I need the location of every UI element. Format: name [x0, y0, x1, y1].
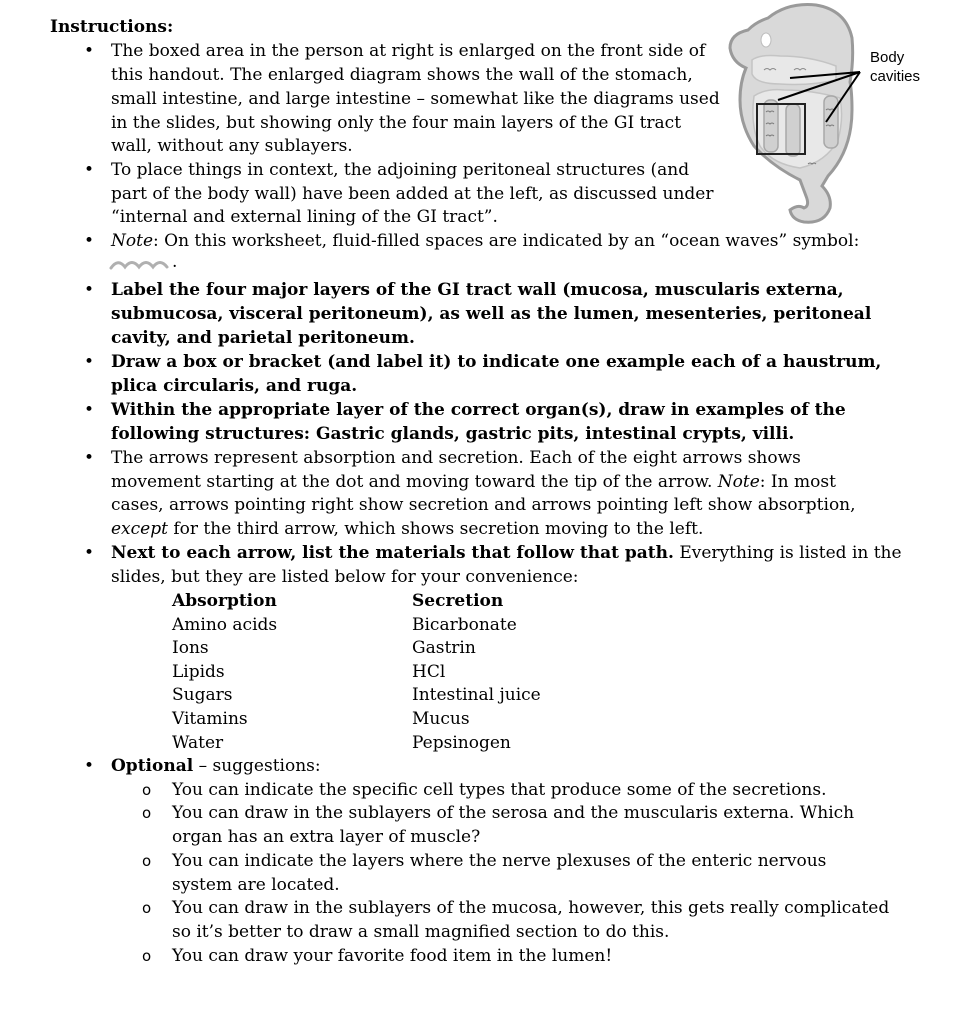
- bullet-4-line-1: Label the four major layers of the GI tract wall (mucosa, muscularis externa,: [111, 280, 844, 300]
- eye-icon: [761, 33, 771, 47]
- note-label: Note: [111, 231, 154, 251]
- person-cavity-figure: [720, 0, 959, 235]
- sub-bullet-marker: o: [142, 947, 152, 965]
- bullet-marker: •: [84, 756, 95, 776]
- bullet-marker: •: [84, 41, 95, 61]
- list-item: HCl: [412, 661, 446, 682]
- bullet-7-line-2: [111, 471, 836, 495]
- bullet-7-line-3: cases, arrows pointing right show secretion and arrows pointing left show absorption,: [111, 495, 856, 515]
- bullet-8-line-2: slides, but they are listed below for your convenience:: [111, 567, 579, 587]
- except-word: except: [111, 519, 168, 539]
- bullet-8-text: Everything is listed in the: [673, 543, 902, 563]
- sub-bullet-marker: o: [142, 781, 152, 799]
- list-item: Intestinal juice: [412, 685, 541, 706]
- optional-item-3-line-1: You can indicate the layers where the nerve plexuses of the enteric nervous: [172, 851, 827, 871]
- bullet-marker: •: [84, 400, 95, 420]
- bullet-1-line-1: The boxed area in the person at right is enlarged on the front side of: [111, 41, 706, 61]
- ocean-waves-icon: [109, 255, 173, 275]
- optional-item-1-line-1: You can indicate the specific cell types that produce some of the secretions.: [172, 780, 827, 800]
- bullet-7-text: : In most: [759, 472, 836, 492]
- bullet-marker: •: [84, 280, 95, 300]
- bullet-marker: •: [84, 543, 95, 563]
- list-item: Amino acids: [172, 614, 278, 635]
- bullet-2-line-2: part of the body wall) have been added at the left, as discussed under: [111, 184, 714, 204]
- bullet-2-line-1: To place things in context, the adjoining peritoneal structures (and: [111, 160, 690, 180]
- sub-bullet-marker: o: [142, 899, 152, 917]
- list-item: Mucus: [412, 708, 470, 729]
- secretion-header: Secretion: [412, 591, 504, 611]
- bullet-5-line-1: Draw a box or bracket (and label it) to indicate one example each of a haustrum,: [111, 352, 882, 372]
- optional-line: [111, 755, 321, 779]
- bullet-7-line-1: The arrows represent absorption and secretion. Each of the eight arrows shows: [111, 448, 801, 468]
- bullet-6-line-1: Within the appropriate layer of the correct organ(s), draw in examples of the: [111, 400, 846, 420]
- list-item: Lipids: [172, 661, 225, 682]
- bullet-8-bold: Next to each arrow, list the materials that follow that path.: [111, 543, 674, 563]
- bullet-marker: •: [84, 352, 95, 372]
- optional-text: – suggestions:: [193, 756, 321, 776]
- absorption-header: Absorption: [172, 591, 277, 611]
- optional-label: Optional: [111, 756, 194, 776]
- bullet-1-line-3: small intestine, and large intestine – somewhat like the diagrams used: [111, 89, 720, 109]
- waves-period: .: [172, 252, 178, 272]
- sub-bullet-marker: o: [142, 852, 152, 870]
- bullet-1-line-4: in the slides, but showing only the four main layers of the GI tract: [111, 113, 682, 133]
- optional-item-4-line-2: so it’s better to draw a small magnified section to do this.: [172, 922, 670, 942]
- bullet-6-line-2: following structures: Gastric glands, gastric pits, intestinal crypts, villi.: [111, 424, 795, 444]
- sub-bullet-marker: o: [142, 804, 152, 822]
- optional-item-5-line-1: You can draw your favorite food item in the lumen!: [172, 946, 613, 966]
- list-item: Vitamins: [172, 708, 248, 729]
- optional-item-2-line-2: organ has an extra layer of muscle?: [172, 827, 481, 847]
- list-item: Bicarbonate: [412, 614, 517, 635]
- absorption-list: [172, 590, 277, 755]
- body-cavities-label-line-2: cavities: [870, 68, 921, 85]
- bullet-marker: •: [84, 231, 95, 251]
- bullet-8-line-1: [111, 542, 902, 566]
- bullet-3-text: : On this worksheet, fluid-filled spaces are indicated by an “ocean waves” symbol:: [153, 231, 860, 251]
- bullet-5-line-2: plica circularis, and ruga.: [111, 376, 358, 396]
- bullet-7-line-4: [111, 518, 703, 542]
- secretion-list: [412, 590, 541, 755]
- list-item: Pepsinogen: [412, 732, 511, 753]
- body-cavities-label-line-1: Body: [870, 49, 905, 66]
- bullet-1-line-2: this handout. The enlarged diagram shows the wall of the stomach,: [111, 65, 693, 85]
- note-label: Note: [717, 472, 760, 492]
- bullet-2-line-3: “internal and external lining of the GI tract”.: [111, 207, 498, 227]
- optional-item-3-line-2: system are located.: [172, 875, 340, 895]
- list-item: Water: [172, 732, 224, 753]
- bullet-marker: •: [84, 448, 95, 468]
- bullet-7-text: movement starting at the dot and moving toward the tip of the arrow.: [111, 472, 718, 492]
- bullet-1-line-5: wall, without any sublayers.: [111, 136, 353, 156]
- bullet-4-line-3: cavity, and parietal peritoneum.: [111, 328, 415, 348]
- list-item: Ions: [172, 638, 209, 659]
- instructions-heading: Instructions:: [50, 17, 174, 37]
- optional-item-2-line-1: You can draw in the sublayers of the serosa and the muscularis externa. Which: [172, 803, 855, 823]
- list-item: Gastrin: [412, 638, 476, 659]
- bullet-7-text: for the third arrow, which shows secretion moving to the left.: [167, 519, 704, 539]
- list-item: Sugars: [172, 685, 233, 706]
- bullet-4-line-2: submucosa, visceral peritoneum), as well as the lumen, mesenteries, peritoneal: [111, 304, 872, 324]
- bullet-marker: •: [84, 160, 95, 180]
- optional-item-4-line-1: You can draw in the sublayers of the mucosa, however, this gets really complicated: [172, 898, 890, 918]
